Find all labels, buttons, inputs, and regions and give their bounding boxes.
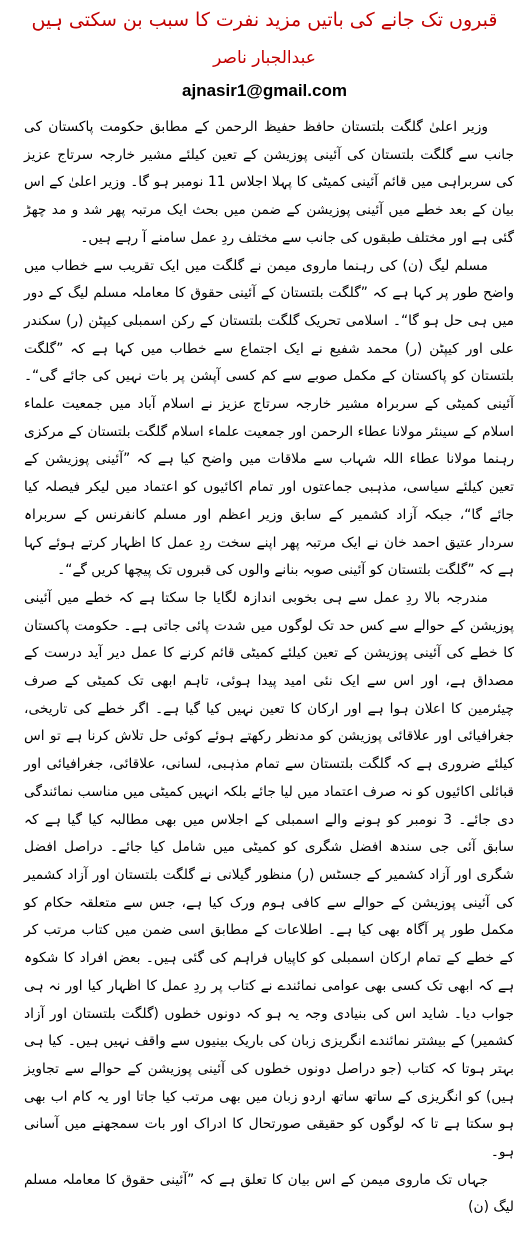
- paragraph: مندرجہ بالا ردِ عمل سے ہی بخوبی اندازہ لگایا جا سکتا ہے کہ خطے میں آئینی پوزیشن کے حوالے سے کس حد تک لوگوں میں شدت پائی جاتی ہے۔ حکومت پاکستان کا خطے کی آئینی پوزیشن کے تعین کیلئے کمیٹی قائم کرنے کا عمل دیر آید درست کے مصداق ہے، اور اس سے ایک نئی امید پیدا ہوئی، تاہم ابھی تک کمیٹی کے صرف چیئرمین کا اعلان ہوا ہے اور ارکان کا تعین نہیں کیا گیا ہے۔ اگر خطے کی تاریخی، جغرافیائی اور علاقائی پوزیشن کو مدنظر رکھتے ہوئے کوئی حل تلاش کرنا ہے تو اس کیلئے ضروری ہے کہ گلگت بلتستان سے تمام مذہبی، لسانی، علاقائی، جغرافیائی اور قبائلی اکائیوں کو نہ صرف اعتماد میں لیا جائے بلکہ انہیں کمیٹی میں مناسب نمائندگی دی جائے۔ 3 نومبر کو ہونے والے اسمبلی کے اجلاس میں بھی مطالبہ کیا گیا ہے کہ سابق آئی جی سندھ افضل شگری کو کمیٹی میں شامل کیا جائے۔ دراصل افضل شگری اور آزاد کشمیر کے جسٹس (ر) منظور گیلانی نے گلگت بلتستان اور آزاد کشمیر کی آئینی پوزیشن کے حوالے سے کافی ہوم ورک کیا ہے، جس سے متعلقہ حکام کو مکمل طور پر آگاہ بھی کیا ہے۔ اطلاعات کے مطابق اسی ضمن میں کتاب مرتب کر کے خطے کے تمام ارکان اسمبلی کو کاپیاں فراہم کی گئی ہیں۔ بعض افراد کا شکوہ ہے کہ ابھی تک کسی بھی عوامی نمائندے نے کتاب پر ردِ عمل کا اظہار کیا اور نہ ہی جواب دیا۔ شاید اس کی بنیادی وجہ یہ ہو کہ دونوں خطوں (گلگت بلتستان اور آزاد کشمیر) کے بیشتر نمائندے انگریزی زبان کی باریک بینیوں سے واقف نہیں ہیں۔ کیا ہی بہتر ہوتا کہ کتاب (جو دراصل دونوں خطوں کی آئینی پوزیشن کے حوالے سے تجاویز ہیں) کو انگریزی کے ساتھ ساتھ اردو زبان میں بھی مرتب کیا جاتا اور یہ کام اب بھی ہو سکتا ہے تا کہ لوگوں کو حقیقی صورتحال کا ادراک اور بات سمجھنے میں آسانی ہو۔: [24, 589, 514, 1161]
- paragraph: وزیر اعلیٰ گلگت بلتستان حافظ حفیظ الرحمن کے مطابق حکومت پاکستان کی جانب سے گلگت بلتستان کی آئینی پوزیشن کے تعین کیلئے مشیر خارجہ سرتاج عزیز کی سربراہی میں قائم آئینی کمیٹی کا پہلا اجلاس 11 نومبر ہو گا۔ وزیر اعلیٰ کے اس بیان کے بعد خطے میں آئینی پوزیشن کے ضمن میں بحث ایک مرتبہ پھر شد و مد چھڑ گئی ہے اور مختلف طبقوں کی جانب سے مختلف ردِ عمل سامنے آ رہے ہیں۔: [24, 119, 514, 246]
- author-email[interactable]: ajnasir1@gmail.com: [182, 81, 347, 100]
- article-title: قبروں تک جانے کی باتیں مزید نفرت کا سبب بن سکتی ہیں: [31, 9, 498, 31]
- paragraph: مسلم لیگ (ن) کی رہنما ماروی میمن نے گلگت میں ایک تقریب سے خطاب میں واضح طور پر کہا ہے کہ ”گلگت بلتستان کے آئینی حقوق کا معاملہ مسلم لیگ کے دور میں ہی حل ہو گا“۔ اسلامی تحریک گلگت بلتستان کے رکن اسمبلی کیپٹن (ر) سکندر علی اور کیپٹن (ر) محمد شفیع نے ایک اجتماع سے خطاب میں کہا ہے کہ ”گلگت بلتستان کو پاکستان کے مکمل صوبے سے کم کسی آپشن پر بات نہیں کی جائے گی“۔ آئینی کمیٹی کے سربراہ مشیر خارجہ سرتاج عزیز نے اسلام آباد میں جمعیت علماء اسلام کے سینئر مولانا عطاء الرحمن اور جمعیت علماء اسلام گلگت بلتستان کے مرکزی رہنما مولانا عطاء اللہ شہاب سے ملاقات میں واضح کیا ہے کہ ”آئینی پوزیشن کے تعین کیلئے سیاسی، مذہبی جماعتوں اور تمام اکائیوں کو اعتماد میں لیکر فیصلہ کیا جائے گا“، جبکہ آزاد کشمیر کے سابق وزیر اعظم اور مسلم کانفرنس کے سربراہ سردار عتیق احمد خان نے ایک مرتبہ پھر اپنے سخت ردِ عمل کا اظہار کرتے ہوئے کہا ہے کہ ”گلگت بلتستان کو آئینی صوبہ بنانے والوں کی قبروں تک پیچھا کریں گے“۔: [24, 257, 514, 579]
- paragraph: جہاں تک ماروی میمن کے اس بیان کا تعلق ہے کہ ”آئینی حقوق کا معاملہ مسلم لیگ (ن): [24, 1171, 514, 1216]
- article-body: [24, 114, 514, 1222]
- author-name: عبدالجبار ناصر: [213, 48, 316, 68]
